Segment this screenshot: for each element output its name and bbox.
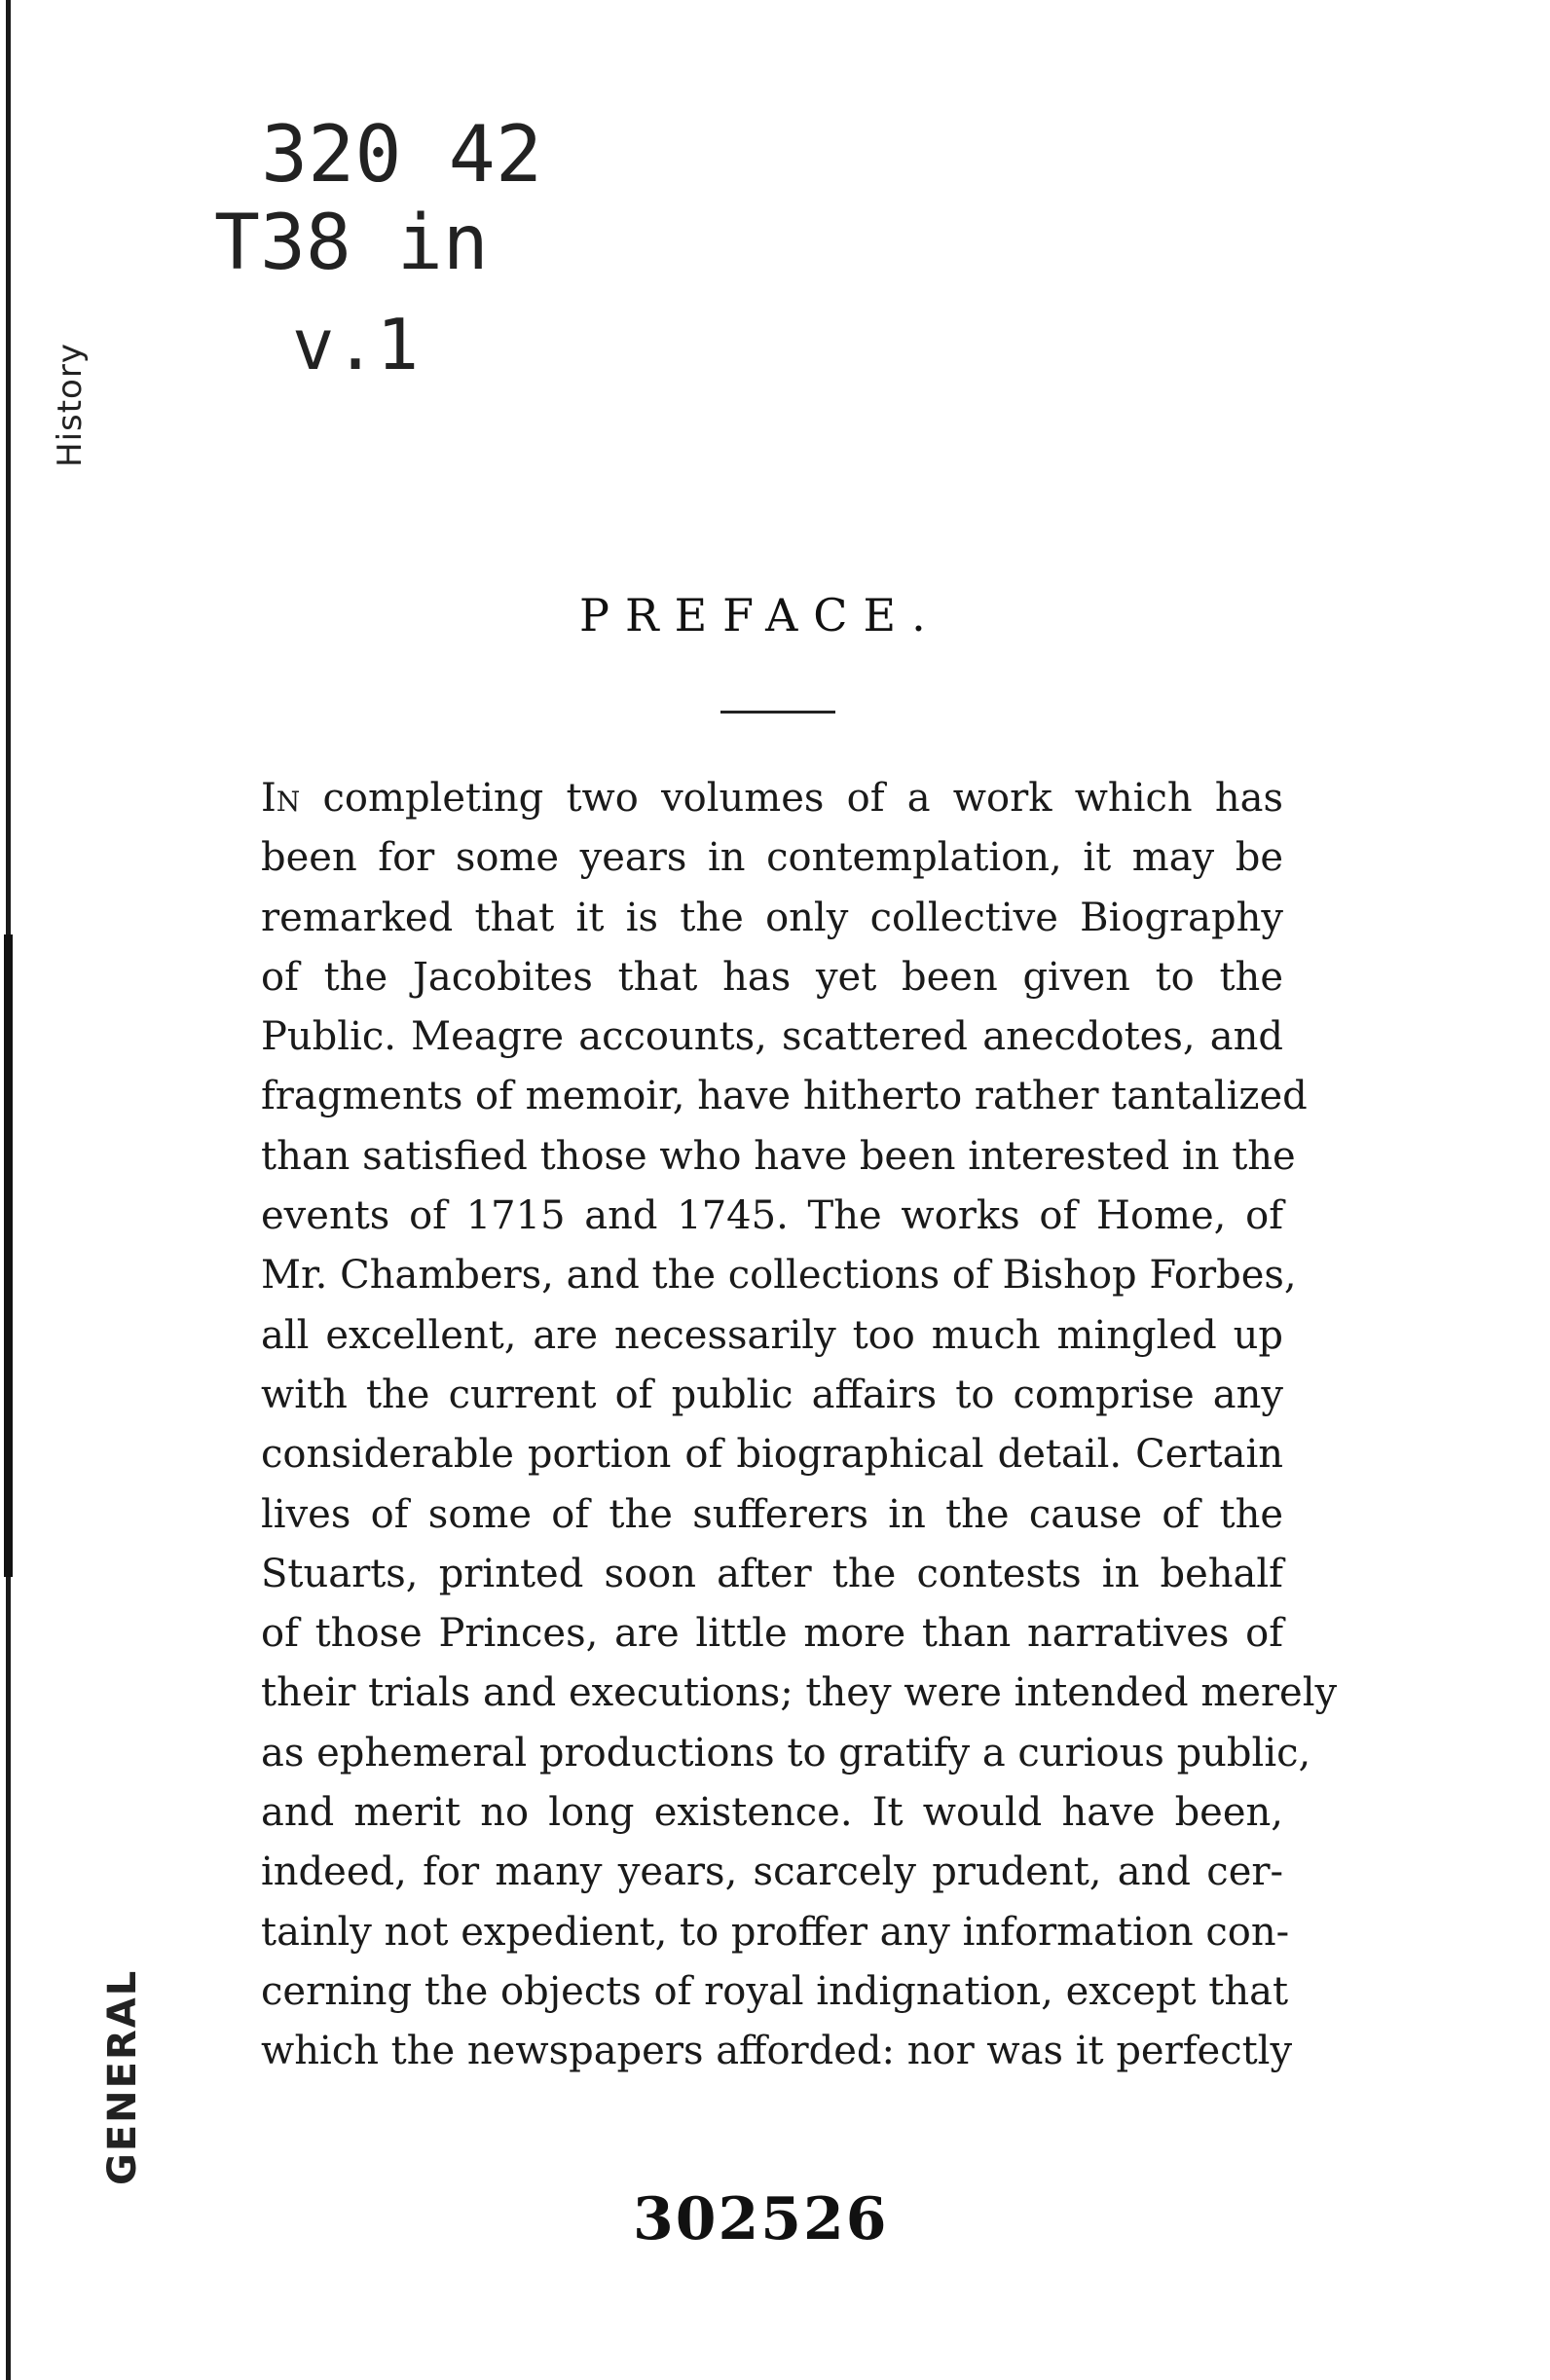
paragraph-line: tainly not expedient, to proffer any information con- bbox=[261, 1909, 1290, 1955]
paragraph-line: events of 1715 and 1745. The works of Home, of bbox=[261, 1193, 1283, 1239]
paragraph-line: of the Jacobites that has yet been given to the bbox=[261, 954, 1283, 1000]
paragraph-line: of those Princes, are little more than narratives of bbox=[261, 1611, 1283, 1657]
accession-number: 302526 bbox=[633, 2185, 889, 2253]
paragraph-line: as ephemeral productions to gratify a curious public, bbox=[261, 1730, 1311, 1776]
paragraph-line: and merit no long existence. It would have been, bbox=[261, 1790, 1283, 1836]
history-stamp: History bbox=[51, 343, 90, 467]
paragraph-line: all excellent, are necessarily too much mingled up bbox=[261, 1312, 1283, 1358]
paragraph-line: considerable portion of biographical detail. Certain bbox=[261, 1432, 1283, 1478]
paragraph-line: cerning the objects of royal indignation, except that bbox=[261, 1968, 1289, 2014]
paragraph-line: fragments of memoir, have hitherto rather tantalized bbox=[261, 1074, 1308, 1119]
paragraph-line: with the current of public affairs to comprise any bbox=[261, 1372, 1283, 1417]
call-number-line-2: T38 in bbox=[214, 200, 489, 287]
first-line-text: completing two volumes of a work which has bbox=[300, 776, 1283, 821]
title-divider bbox=[720, 711, 835, 714]
paragraph-line: indeed, for many years, scarcely prudent, and cer- bbox=[261, 1849, 1283, 1895]
call-number-line-3: v.1 bbox=[292, 304, 420, 385]
preface-paragraph bbox=[261, 769, 1338, 2082]
paragraph-line: been for some years in contemplation, it may be bbox=[261, 835, 1283, 881]
paragraph-line: remarked that it is the only collective Biography bbox=[261, 895, 1283, 940]
call-number-line-1: 320 42 bbox=[261, 109, 542, 200]
paragraph-line: lives of some of the sufferers in the cause of the bbox=[261, 1491, 1283, 1537]
general-stamp: GENERAL bbox=[100, 1968, 145, 2185]
paragraph-line: which the newspapers afforded: nor was it perfectly bbox=[261, 2029, 1293, 2074]
paragraph-line: Public. Meagre accounts, scattered anecdotes, and bbox=[261, 1014, 1283, 1060]
binding-edge-shadow bbox=[4, 934, 13, 1577]
drop-word: In bbox=[261, 776, 301, 821]
paragraph-line: their trials and executions; they were intended merely bbox=[261, 1670, 1338, 1716]
paragraph-line: Mr. Chambers, and the collections of Bishop Forbes, bbox=[261, 1253, 1297, 1299]
paragraph-line: Stuarts, printed soon after the contests in behalf bbox=[261, 1551, 1283, 1596]
paragraph-line bbox=[261, 769, 1283, 828]
paragraph-line: than satisfied those who have been interested in the bbox=[261, 1133, 1296, 1179]
page-title: PREFACE. bbox=[579, 589, 941, 641]
